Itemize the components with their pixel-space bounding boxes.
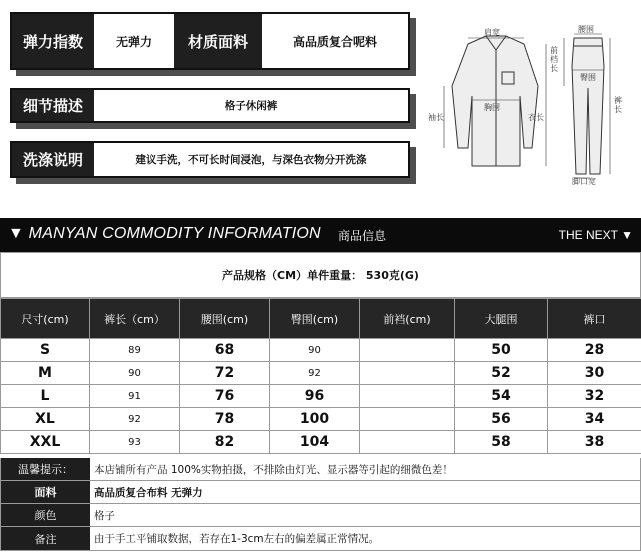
- note-label: 颜色: [1, 504, 90, 526]
- wash-value: 建议手洗，不可长时间浸泡，与深色衣物分开洗涤: [135, 154, 367, 166]
- material-value: 高品质复合呢料: [292, 34, 377, 49]
- length-label: 衣长: [528, 113, 544, 122]
- elasticity-label: 弹力指数: [12, 14, 94, 68]
- table-header-row: [1, 299, 641, 339]
- cell-hem: 30: [548, 362, 641, 385]
- sleeve-label: 袖长: [428, 113, 444, 122]
- table-row: [1, 339, 641, 362]
- weight-row: 产品规格（CM）单件重量： 530克(G): [0, 252, 641, 298]
- cell-thigh: 58: [455, 431, 548, 454]
- cell-rise: [360, 385, 455, 408]
- col-header-hip: 臀围(cm): [270, 299, 360, 339]
- attribute-panel: [10, 0, 416, 190]
- cell-size: XXL: [1, 431, 90, 454]
- cell-size: XL: [1, 408, 90, 431]
- front-rise-label: 前档长: [550, 46, 558, 73]
- commodity-info-header: [0, 218, 641, 252]
- cell-thigh: 56: [455, 408, 548, 431]
- pant-length-label: 裤长: [614, 96, 622, 114]
- header-title-en: ▼ MANYAN COMMODITY INFORMATION: [8, 225, 321, 242]
- cell-length: 93: [90, 431, 180, 454]
- elasticity-value: 无弹力: [115, 34, 152, 49]
- col-header-rise: 前裆(cm): [360, 299, 455, 339]
- col-header-hem: 裤口: [548, 299, 641, 339]
- table-row: [1, 385, 641, 408]
- header-title-cn: 商品信息: [338, 229, 387, 243]
- note-row-remark: [0, 527, 641, 551]
- col-header-thigh: 大腿围: [455, 299, 548, 339]
- cell-length: 89: [90, 339, 180, 362]
- cell-hem: 32: [548, 385, 641, 408]
- chest-label: 胸围: [484, 103, 500, 112]
- shoulder-label: 肩宽: [484, 28, 500, 37]
- cell-rise: [360, 408, 455, 431]
- cell-hip: 104: [270, 431, 360, 454]
- note-label: 温馨提示：: [1, 458, 90, 480]
- cell-rise: [360, 362, 455, 385]
- note-row-color: [0, 504, 641, 527]
- detail-value: 格子休闲裤: [224, 100, 278, 112]
- cell-length: 90: [90, 362, 180, 385]
- detail-row: [10, 88, 410, 123]
- cell-hip: 92: [270, 362, 360, 385]
- wash-row: [10, 141, 410, 178]
- hip-label: 臀围: [580, 73, 596, 82]
- cell-hem: 34: [548, 408, 641, 431]
- col-header-size: 尺寸(cm): [1, 299, 90, 339]
- note-text: 本店铺所有产品 100%实物拍摄，不排除由灯光、显示器等引起的细微色差！: [94, 463, 453, 476]
- measurement-diagram: [428, 26, 628, 186]
- cell-thigh: 50: [455, 339, 548, 362]
- elasticity-material-row: [10, 12, 410, 70]
- material-label: 材质面料: [174, 14, 262, 68]
- size-table: [0, 298, 641, 454]
- cell-waist: 82: [180, 431, 270, 454]
- note-text: 由于手工平铺取数据，若存在1-3cm左右的偏差属正常情况。: [94, 533, 380, 545]
- cell-waist: 72: [180, 362, 270, 385]
- note-row-fabric: [0, 481, 641, 504]
- next-link[interactable]: THE NEXT ▼: [558, 228, 633, 242]
- cell-thigh: 54: [455, 385, 548, 408]
- cell-waist: 78: [180, 408, 270, 431]
- cell-length: 91: [90, 385, 180, 408]
- cell-length: 92: [90, 408, 180, 431]
- col-header-length: 裤长（cm）: [90, 299, 180, 339]
- note-text: 格子: [94, 509, 115, 522]
- note-label: 面料: [1, 481, 90, 503]
- garment-sketch: [428, 26, 628, 186]
- cell-hip: 100: [270, 408, 360, 431]
- table-row: [1, 431, 641, 454]
- cell-thigh: 52: [455, 362, 548, 385]
- cell-size: M: [1, 362, 90, 385]
- waist-label: 腰围: [578, 25, 594, 34]
- cell-hip: 90: [270, 339, 360, 362]
- cell-waist: 76: [180, 385, 270, 408]
- cell-rise: [360, 339, 455, 362]
- cell-hip: 96: [270, 385, 360, 408]
- detail-label: 细节描述: [12, 90, 94, 121]
- cell-size: S: [1, 339, 90, 362]
- note-text: 高品质复合布料 无弹力: [94, 486, 203, 499]
- cell-hem: 38: [548, 431, 641, 454]
- cell-hem: 28: [548, 339, 641, 362]
- cell-size: L: [1, 385, 90, 408]
- cell-rise: [360, 431, 455, 454]
- col-header-waist: 腰围(cm): [180, 299, 270, 339]
- cell-waist: 68: [180, 339, 270, 362]
- table-row: [1, 362, 641, 385]
- note-row-reminder: [0, 458, 641, 481]
- note-label: 备注: [1, 527, 90, 550]
- table-row: [1, 408, 641, 431]
- wash-label: 洗涤说明: [12, 143, 94, 176]
- hem-label: 脚口宽: [572, 177, 596, 186]
